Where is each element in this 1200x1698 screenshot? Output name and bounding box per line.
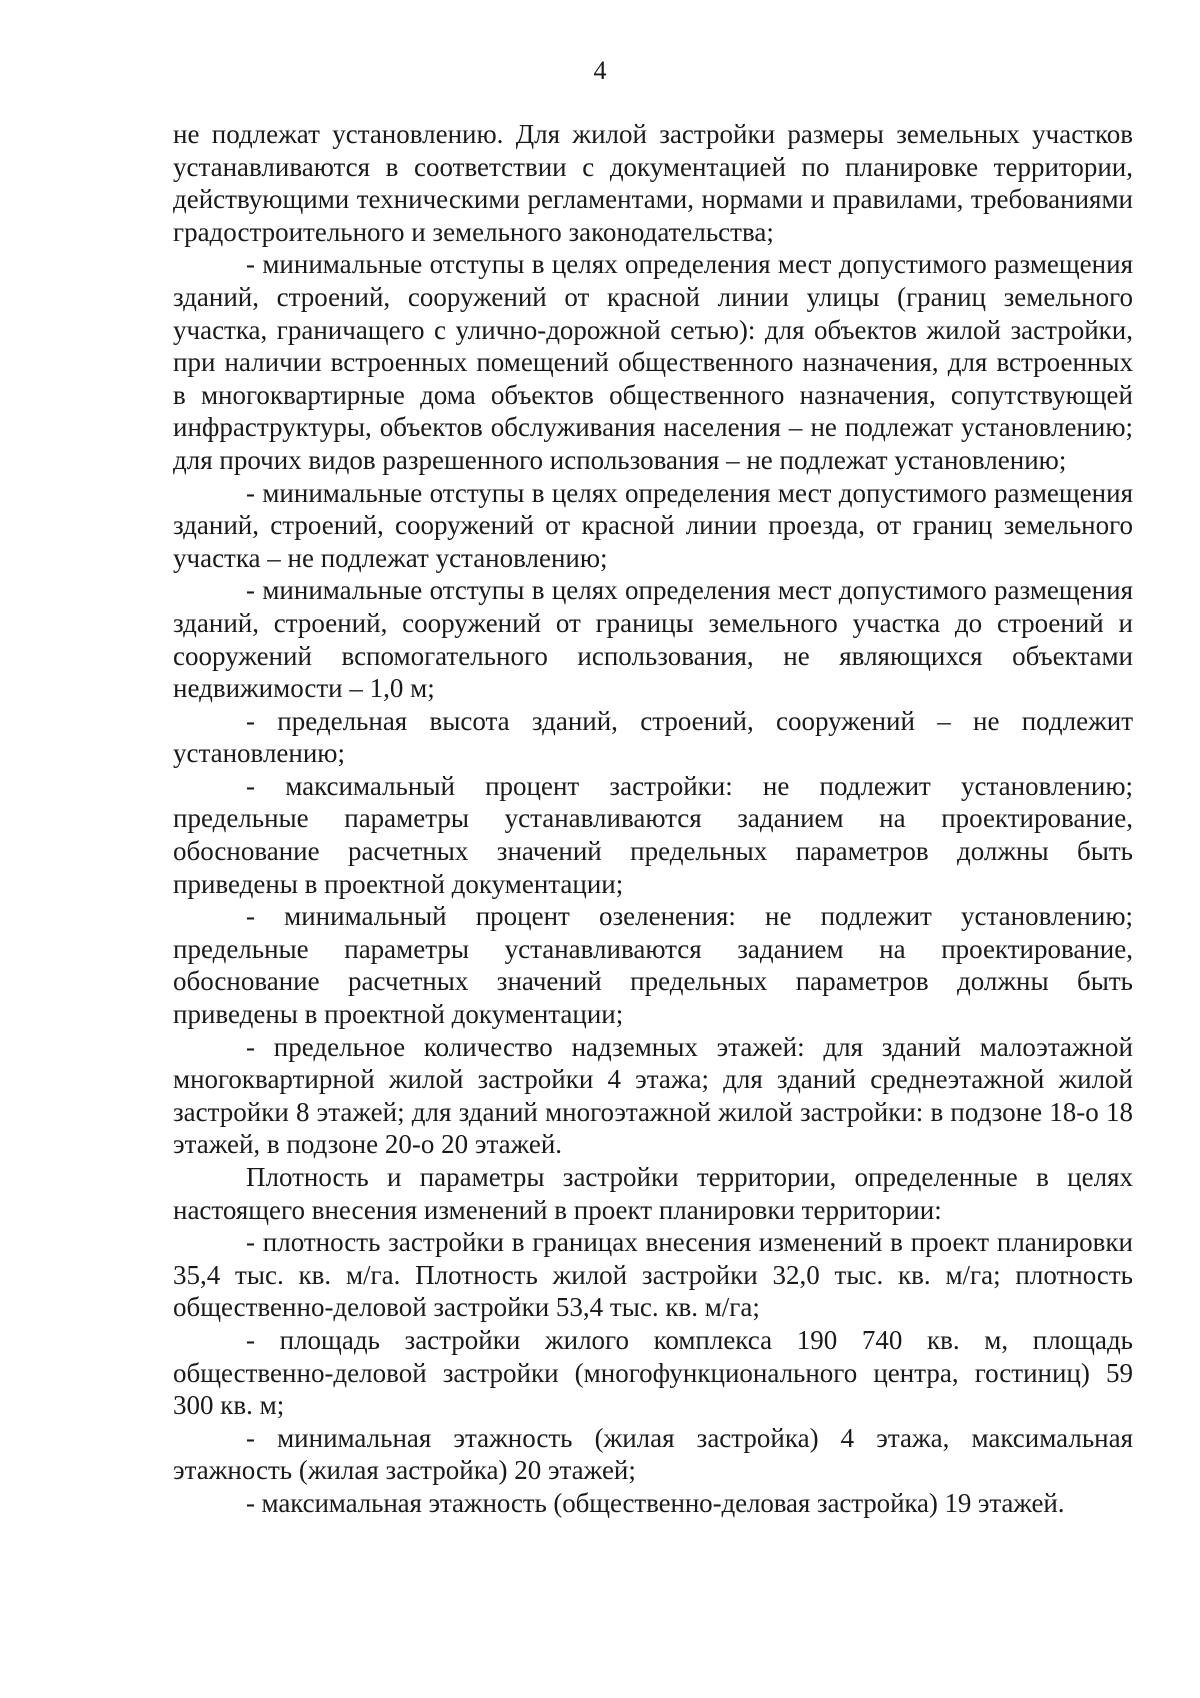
list-item-setback-auxiliary: - минимальные отступы в целях определения мест допустимого размещения зданий, строений, сооружений от границы земельного участка до строений и сооружений вспомогательного использования, не являющихся объектами недвижимости – 1,0 м; — [173, 575, 1133, 704]
list-item-min-max-floors: - минимальная этажность (жилая застройка) 4 этажа, максимальная этажность (жилая застройка) 20 этажей; — [173, 1422, 1133, 1486]
list-item-max-coverage: - максимальный процент застройки: не подлежит установлению; предельные параметры устанавливаются заданием на проектирование, обоснование расчетных значений предельных параметров должны быть приведены в проектной документации; — [173, 770, 1133, 899]
list-item-max-floors-business: - максимальная этажность (общественно-деловая застройка) 19 этажей. — [246, 1487, 1065, 1518]
paragraph-continuation: не подлежат установлению. Для жилой застройки размеры земельных участков устанавливаются в соответствии с документацией по планировке территории, действующими техническими регламентами, нормами и правилами, требованиями градостроительного и земельного законодательства; — [173, 119, 1133, 247]
list-item-floor-count: - предельное количество надземных этажей: для зданий малоэтажной многоквартирной жилой застройки 4 этажа; для зданий среднеэтажной жилой застройки 8 этажей; для зданий многоэтажной жилой застройки: в подзоне 18-о 18 этажей, в подзоне 20-о 20 этажей. — [173, 1031, 1133, 1160]
list-item-setback-street: - минимальные отступы в целях определения мест допустимого размещения зданий, строений, сооружений от красной линии улицы (границ земельного участка, граничащего с улично-дорожной сетью): для объектов жилой застройки, при наличии встроенных помещений общественного назначения, для встроенных в многоквартирные дома объектов общественного назначения, сопутствующей инфраструктуры, объектов обслуживания населения – не подлежат установлению; для прочих видов разрешенного использования – не подлежат установлению; — [173, 249, 1133, 475]
list-item-built-area: - площадь застройки жилого комплекса 190 740 кв. м, площадь общественно-деловой застройки (многофункционального центра, гостиниц) 59 300 кв. м; — [173, 1324, 1133, 1421]
page-number: 4 — [593, 56, 607, 85]
list-item-min-greenery: - минимальный процент озеленения: не подлежит установлению; предельные параметры устанавливаются заданием на проектирование, обоснование расчетных значений предельных параметров должны быть приведены в проектной документации; — [173, 901, 1133, 1030]
list-item-max-height: - предельная высота зданий, строений, сооружений – не подлежит установлению; — [173, 705, 1133, 769]
list-item-density: - плотность застройки в границах внесения изменений в проект планировки 35,4 тыс. кв. м/га. Плотность жилой застройки 32,0 тыс. кв. м/га; плотность общественно-деловой застройки 53,4 тыс. кв. м/га; — [173, 1227, 1133, 1323]
list-item-setback-driveway: - минимальные отступы в целях определения мест допустимого размещения зданий, строений, сооружений от красной линии проезда, от границ земельного участка – не подлежат установлению; — [173, 477, 1133, 573]
paragraph-density-intro: Плотность и параметры застройки территории, определенные в целях настоящего внесения изменений в проект планировки территории: — [173, 1162, 1133, 1225]
document-body — [173, 118, 1133, 1520]
